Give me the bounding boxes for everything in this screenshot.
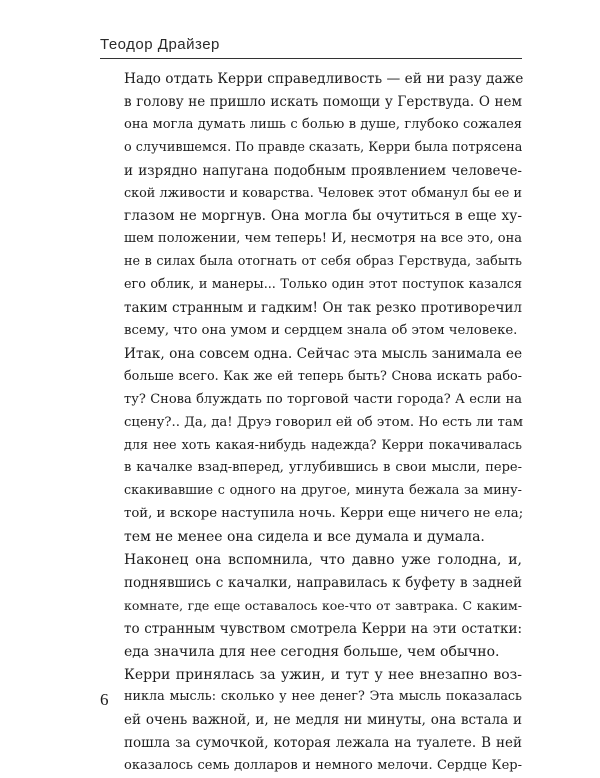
- text-line: и изрядно напугана подобным проявлением человече-: [124, 162, 522, 179]
- text-line: ей очень важной, и, не медля ни минуты, она встала и: [124, 712, 522, 729]
- text-line: сцену?.. Да, да! Друэ говорил ей об этом. Но есть ли там: [124, 414, 524, 430]
- paragraph-3: [100, 549, 522, 664]
- text-line: никла мысль: сколько у нее денег? Эта мысль показалась: [124, 689, 522, 705]
- text-line: поднявшись с качалки, направилась к буфету в задней: [124, 574, 522, 591]
- running-head: Теодор Драйзер: [100, 36, 220, 53]
- text-line: о случившемся. По правде сказать, Керри была потрясена: [124, 139, 523, 155]
- text-line: шем положении, чем теперь! И, несмотря на все это, она: [124, 231, 522, 247]
- text-line: глазом не моргнув. Она могла бы очутиться в еще ху-: [124, 208, 522, 225]
- text-line: той, и вскоре наступила ночь. Керри еще ничего не ела;: [124, 506, 524, 522]
- text-line: скакивавшие с одного на другое, минута бежала за мину-: [124, 483, 522, 499]
- text-line: ту? Снова блуждать по торговой части города? А если на: [124, 391, 522, 407]
- text-line: Керри принялась за ужин, и тут у нее внезапно воз-: [124, 666, 522, 683]
- text-line: не в силах была отогнать от себя образ Герствуда, забыть: [124, 254, 522, 270]
- body-text: [100, 68, 522, 778]
- paragraph-4: [100, 664, 522, 778]
- paragraph-2: [100, 343, 522, 549]
- text-line: всему, что она умом и сердцем знала об этом человеке.: [124, 322, 518, 338]
- text-line: в голову не пришло искать помощи у Герствуда. О нем: [124, 93, 522, 110]
- page-number: 6: [100, 690, 109, 709]
- text-line: то странным чувством смотрела Керри на эти остатки:: [124, 620, 522, 637]
- text-line: Наконец она вспомнила, что давно уже голодна, и,: [124, 552, 522, 569]
- text-line: оказалось семь долларов и немного мелочи. Сердце Кер-: [124, 758, 522, 774]
- text-line: пошла за сумочкой, которая лежала на туалете. В ней: [124, 735, 522, 752]
- header-rule: [100, 58, 522, 59]
- text-line: Итак, она совсем одна. Сейчас эта мысль занимала ее: [124, 345, 523, 362]
- text-line: таким странным и гадким! Он так резко противоречил: [124, 300, 522, 317]
- text-line: Надо отдать Керри справедливость — ей ни разу даже: [124, 71, 524, 87]
- text-line: больше всего. Как же ей теперь быть? Снова искать рабо-: [124, 368, 522, 384]
- text-line: она могла думать лишь с болью в душе, глубоко сожалея: [124, 116, 522, 132]
- paragraph-1: [100, 68, 522, 343]
- text-line: комнате, где еще оставалось кое-что от завтрака. С каким-: [124, 597, 522, 613]
- text-line: в качалке взад-вперед, углубившись в свои мысли, пере-: [124, 460, 522, 476]
- text-line: для нее хоть какая-нибудь надежда? Керри покачивалась: [124, 437, 522, 453]
- text-line: его облик, и манеры... Только один этот поступок казался: [124, 277, 522, 293]
- text-line: ской лживости и коварства. Человек этот обманул бы ее и: [124, 185, 522, 201]
- text-line: еда значила для нее сегодня больше, чем обычно.: [124, 643, 500, 660]
- text-line: тем не менее она сидела и все думала и думала.: [124, 529, 485, 546]
